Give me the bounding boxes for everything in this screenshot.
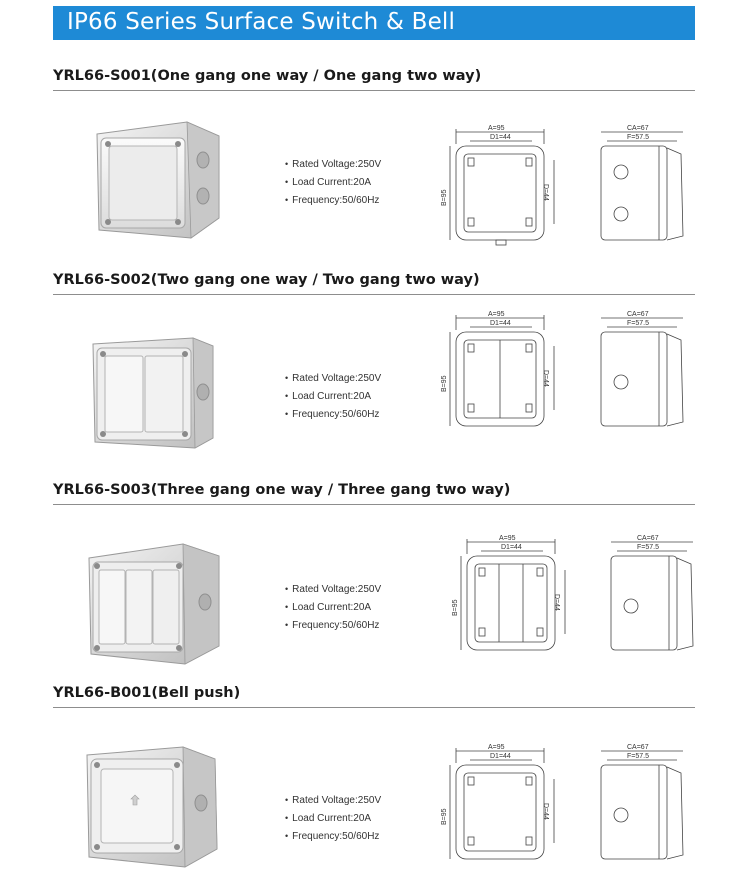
side-view-drawing [603,534,703,664]
product-title: YRL66-S003(Three gang one way / Three gang two way) [53,482,511,498]
dim-b-label: B=95 [441,375,448,392]
dim-f-label: F=57.5 [627,320,649,327]
side-view-drawing [593,310,693,440]
dim-ca-label: CA=67 [637,535,659,542]
dim-b-label: B=95 [441,189,448,206]
spec-load-current: • Load Current:20A [285,809,381,827]
switch-photo-one-gang [79,114,229,254]
bell-push-photo [79,737,239,877]
dim-b-label: B=95 [452,599,459,616]
dim-a-label: A=95 [488,744,505,751]
product-section-s001 [53,68,695,268]
front-view-drawing [453,534,588,664]
dim-f-label: F=57.5 [627,134,649,141]
dim-a-label: A=95 [488,125,505,132]
dim-d-label: D=44 [542,803,549,820]
dim-b-label: B=95 [441,808,448,825]
switch-photo-three-gang [81,532,241,672]
spec-list [285,155,381,209]
dim-f-label: F=57.5 [627,753,649,760]
section-divider [53,294,695,295]
dim-d1-label: D1=44 [490,134,511,141]
dim-ca-label: CA=67 [627,125,649,132]
spec-rated-voltage: • Rated Voltage:250V [285,791,381,809]
switch-photo-two-gang [83,326,228,461]
dim-ca-label: CA=67 [627,744,649,751]
front-view-drawing [442,743,577,873]
spec-frequency: • Frequency:50/60Hz [285,827,381,845]
dim-f-label: F=57.5 [637,544,659,551]
dim-d-label: D=44 [553,594,560,611]
spec-load-current: • Load Current:20A [285,173,381,191]
product-title: YRL66-B001(Bell push) [53,685,241,701]
spec-list [285,791,381,845]
front-view-drawing [442,310,577,440]
dim-d-label: D=44 [542,370,549,387]
spec-frequency: • Frequency:50/60Hz [285,191,381,209]
product-title: YRL66-S001(One gang one way / One gang two way) [53,68,482,84]
front-view-drawing [442,124,577,254]
dim-a-label: A=95 [499,535,516,542]
section-divider [53,707,695,708]
product-section-b001 [53,685,695,883]
spec-load-current: • Load Current:20A [285,598,381,616]
spec-load-current: • Load Current:20A [285,387,381,405]
section-divider [53,90,695,91]
page-title: IP66 Series Surface Switch & Bell [67,9,456,35]
product-section-s002 [53,272,695,482]
side-view-drawing [593,743,693,873]
section-divider [53,504,695,505]
dim-d1-label: D1=44 [490,320,511,327]
product-title: YRL66-S002(Two gang one way / Two gang two way) [53,272,480,288]
spec-frequency: • Frequency:50/60Hz [285,616,381,634]
dim-d1-label: D1=44 [501,544,522,551]
dim-d1-label: D1=44 [490,753,511,760]
spec-rated-voltage: • Rated Voltage:250V [285,580,381,598]
side-view-drawing [593,124,693,254]
spec-rated-voltage: • Rated Voltage:250V [285,369,381,387]
spec-frequency: • Frequency:50/60Hz [285,405,381,423]
header-banner [53,6,695,40]
spec-list [285,580,381,634]
dim-a-label: A=95 [488,311,505,318]
spec-list [285,369,381,423]
dim-d-label: D=44 [542,184,549,201]
dim-ca-label: CA=67 [627,311,649,318]
product-section-s003 [53,482,695,687]
spec-rated-voltage: • Rated Voltage:250V [285,155,381,173]
